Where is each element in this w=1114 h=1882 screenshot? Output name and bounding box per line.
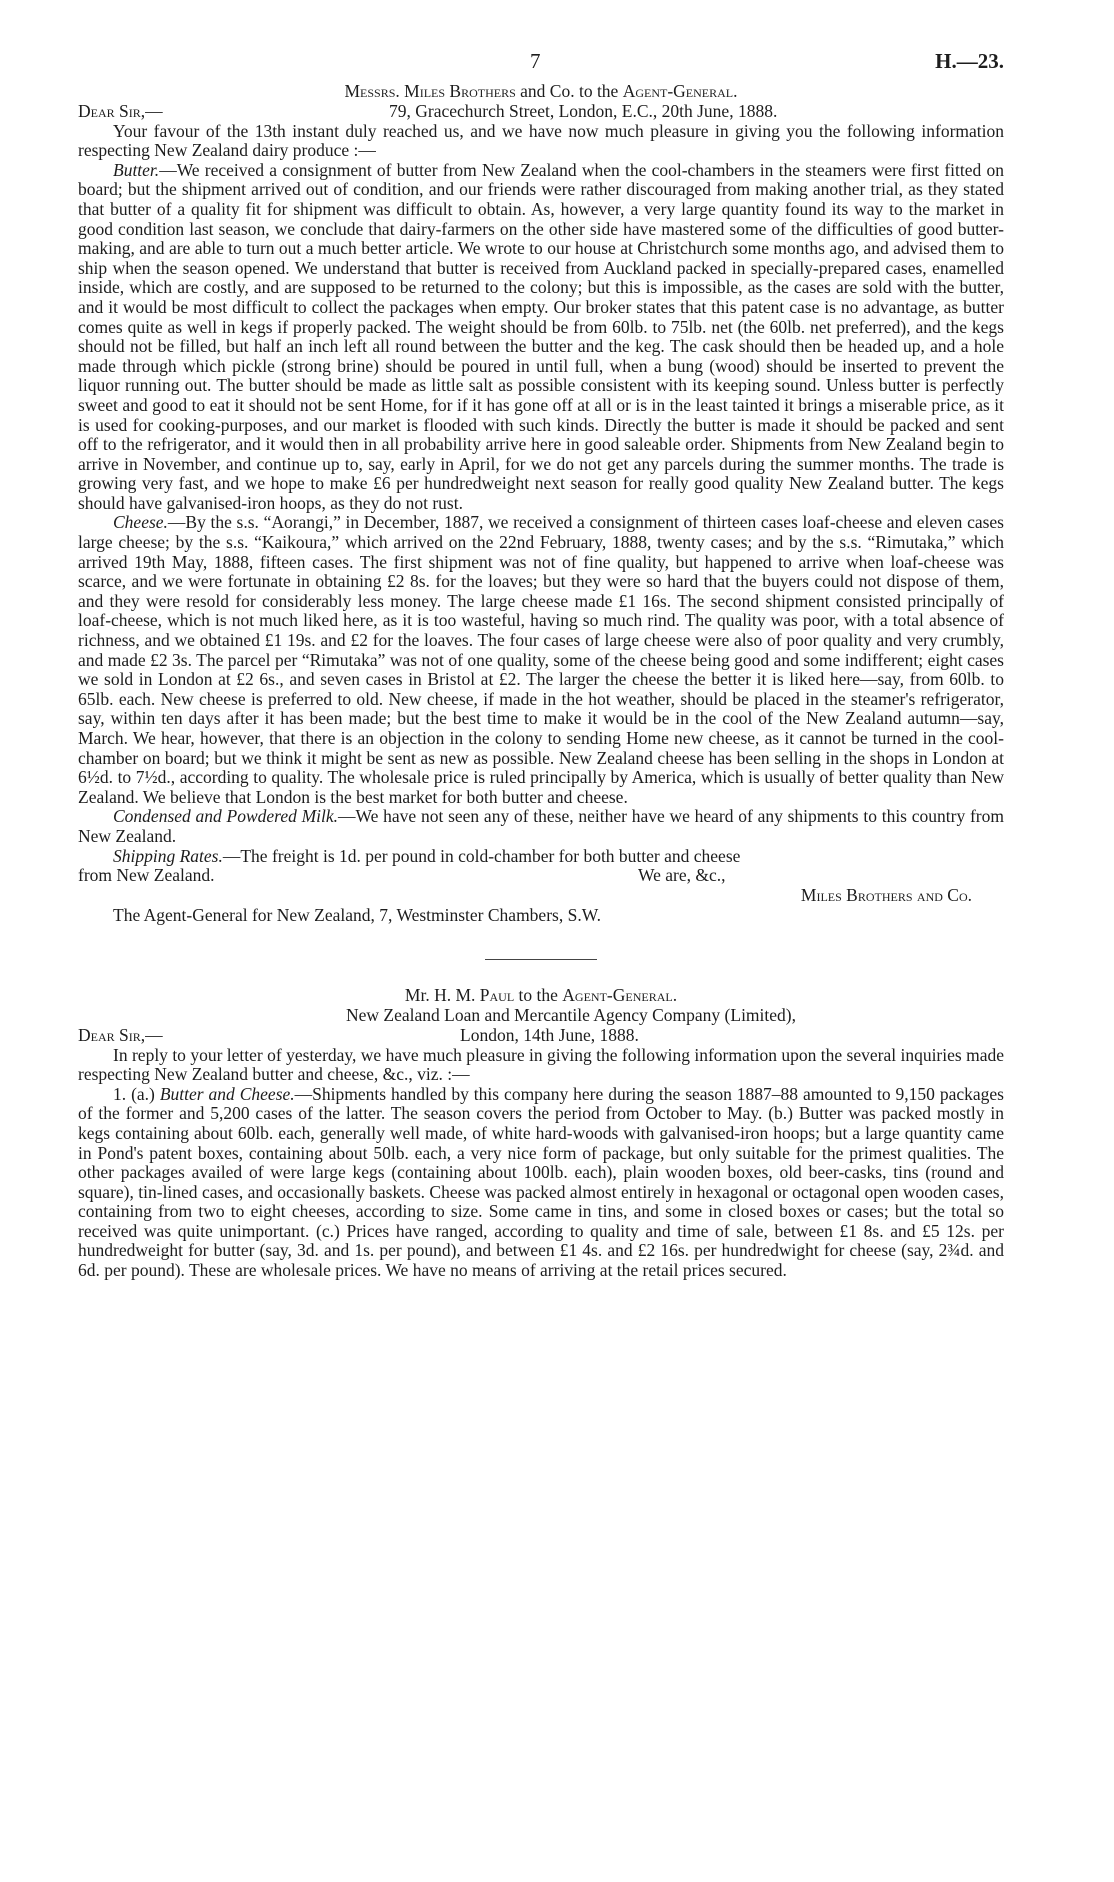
letter2-address-date: London, 14th June, 1888. [460, 1024, 639, 1045]
item1-label: Butter and Cheese. [159, 1083, 295, 1104]
cheese-text: —By the s.s. “Aorangi,” in December, 1887, we received a consignment of thirteen cases loaf-cheese and eleven cases large cheese; by the s.s. “Kaikoura,” which arrived on the 22nd February, 1888, twenty cases; and by the s.s. “Rimutaka,” which arrived 19th May, 1888, fifteen cases. The first shipment was not of fine quality, but happened to arrive when loaf-cheese was scarce, and we were fortunate in obtaining £2 8s. for the loaves; but they were so hard that the buyers could not dispose of them, and they were resold for considerably less money. The large cheese made £1 16s. The second shipment consisted principally of loaf-cheese, which is not much liked here, as it is too wasteful, having so much rind. The quality was poor, with a total absence of richness, and we obtained £1 19s. and £2 for the loaves. The four cases of large cheese were also of poor quality and very crumbly, and made £2 3s. The parcel per “Rimutaka” was not of one quality, some of the cheese being good and some indifferent; eight cases we sold in London at £2 6s., and seven cases in Bristol at £2. The larger the cheese the better it is liked here—say, from 60lb. to 65lb. each. New cheese is preferred to old. New cheese, if made in the hot weather, should be placed in the steamer's refrigerator, say, within ten days after it has been made; but the best time to make it would be in the cool of the New Zealand autumn—say, March. We hear, however, that there is an objection in the colony to sending Home new cheese, as it cannot be turned in the cool-chamber on board; but we think it might be sent as new as possible. New Zealand cheese has been selling in the shops in London at 6½d. to 7½d., according to quality. The wholesale price is ruled principally by America, which is usually of better quality than New Zealand. We believe that London is the best market for both butter and cheese. [78, 512, 1004, 807]
butter-label: Butter. [113, 159, 160, 180]
letter1-salutation: Dear Sir,— [78, 100, 163, 121]
letter1-heading-recipient: Agent-General. [622, 81, 738, 101]
page-number: 7 [530, 49, 541, 73]
letter1-heading-mid: and Co. to the [515, 81, 623, 101]
item1-text: —Shipments handled by this company here during the season 1887–88 amounted to 9,150 packages of the former and 5,200 cases of the latter. The season covers the period from October to May. (b.) Butter was packed mostly in kegs containing about 60lb. each, generally well made, of white hard-woods with galvanised-iron hoops; but a large quantity came in Pond's patent boxes, containing about 50lb. each, a very nice form of package, but only suitable for the primest qualities. The other packages availed of were large kegs (containing about 100lb. each), plain wooden boxes, old beer-casks, tins (round and square), tin-lined cases, and occasionally baskets. Cheese was packed almost entirely in hexagonal or octagonal open wooden cases, containing from two to eight cheeses, according to size. Some came in tins, and some in closed boxes or cases; but the total so received was quite unimportant. (c.) Prices have ranged, according to quality and time of sale, between £1 8s. and £5 12s. per hundredweight for butter (say, 3d. and 1s. per pound), and between £1 4s. and £2 16s. per hundredwight for cheese (say, 2¾d. and 6d. per pound). These are wholesale prices. We have no means of arriving at the retail prices secured. [78, 1083, 1004, 1281]
letter2-salutation: Dear Sir,— [78, 1024, 163, 1045]
letter2-salutation-row [78, 1026, 1004, 1046]
running-head [78, 49, 1004, 82]
shipping-text-end: from New Zealand. [78, 865, 215, 886]
letter2-company: New Zealand Loan and Mercantile Agency Company (Limited), [346, 1004, 796, 1025]
letter2-item1-paragraph [78, 1085, 1004, 1281]
letter1-shipping-paragraph [78, 847, 1004, 867]
milk-text: —We have not seen any of these, neither have we heard of any shipments to this country from New Zealand. [78, 806, 1004, 846]
letter1-cheese-paragraph [78, 513, 1004, 807]
milk-label: Condensed and Powdered Milk. [113, 806, 339, 827]
butter-text: —We received a consignment of butter from New Zealand when the cool-chambers in the steamers were first fitted on board; but the shipment arrived out of condition, and our friends were rather discouraged from making another trial, as they stated that butter of a quality fit for shipment was difficult to obtain. As, however, a very large quantity found its way to the market in good condition last season, we conclude that dairy-farmers on the other side have mastered some of the difficulties of good butter-making, and are able to turn out a much better article. We wrote to our house at Christchurch some months ago, and advised them to ship when the season opened. We understand that butter is received from Auckland packed in specially-prepared cases, enamelled inside, which are costly, and are supposed to be returned to the colony; but this is impossible, as the cases are sold with the butter, and it would be most difficult to collect the packages when empty. Our broker states that this patent case is no advantage, as butter comes quite as well in kegs if properly packed. The weight should be from 60lb. to 75lb. net (the 60lb. net preferred), and the kegs should not be filled, but half an inch left all round between the butter and the keg. The cask should then be headed up, and a hole made through which pickle (strong brine) should be poured in until full, when a bung (wood) should be inserted to prevent the liquor running out. The butter should be made as little salt as possible consistent with its keeping sound. Unless butter is perfectly sweet and good to eat it should not be sent Home, for if it has gone off at all or is in the least tainted it brings a miserable price, as it is used for cooking-purposes, and our market is flooded with such kinds. Directly the butter is made it should be packed and sent off to the refrigerator, and it would then in all probability arrive here in good saleable order. Shipments from New Zealand begin to arrive in November, and continue up to, say, early in April, for we do not get any parcels during the summer months. The trade is growing very fast, and we hope to make £6 per hundredweight next season for really good quality New Zealand butter. The kegs should have galvanised-iron hoops, as they do not rust. [78, 159, 1004, 513]
item1-number: 1. (a.) [113, 1083, 160, 1104]
shipping-text: —The freight is 1d. per pound in cold-chamber for both butter and cheese [222, 845, 741, 866]
letter1-intro: Your favour of the 13th instant duly reached us, and we have now much pleasure in giving you the following information respecting New Zealand dairy produce :— [78, 120, 1004, 161]
letter1-closing: We are, &c., [638, 865, 726, 886]
letter1-heading [78, 82, 1004, 102]
letter1-heading-sender: Messrs. Miles Brothers [344, 81, 516, 101]
letter2-heading [78, 986, 1004, 1006]
letter1-milk-paragraph [78, 807, 1004, 846]
letter2-heading-pre: Mr. H. M. [404, 985, 480, 1006]
letter1-address-date: 79, Gracechurch Street, London, E.C., 20th June, 1888. [389, 100, 778, 121]
letter1-signature: Miles Brothers and Co. [800, 885, 972, 906]
letter1-addressee: The Agent-General for New Zealand, 7, Westminster Chambers, S.W. [113, 904, 601, 925]
letter1-salutation-row [78, 102, 1004, 122]
cheese-label: Cheese. [113, 512, 168, 533]
letter2-heading-mid: to the [514, 985, 563, 1006]
paper-reference: H.—23. [935, 49, 1004, 73]
letter2-intro: In reply to your letter of yesterday, we have much pleasure in giving the following information upon the several inquiries made respecting New Zealand butter and cheese, &c., viz. :— [78, 1044, 1004, 1085]
letter1-closing-row [78, 866, 1004, 886]
section-divider [485, 959, 597, 960]
shipping-label: Shipping Rates. [113, 845, 223, 866]
letter2-heading-sender: Paul [479, 985, 515, 1006]
letter2-heading-recipient: Agent-General. [562, 985, 678, 1006]
letter1-butter-paragraph [78, 161, 1004, 514]
